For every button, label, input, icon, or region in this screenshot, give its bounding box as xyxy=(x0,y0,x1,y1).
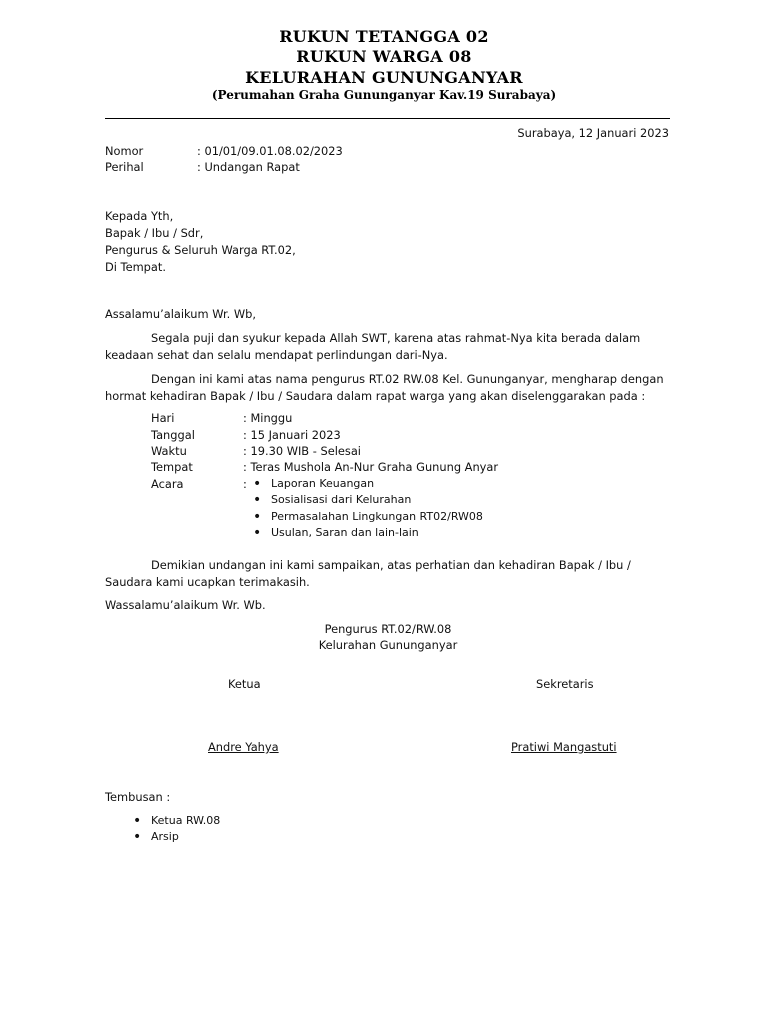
hari-label: Hari xyxy=(151,411,175,425)
perihal-value: : Undangan Rapat xyxy=(197,160,300,174)
para2-line-1: Dengan ini kami atas nama pengurus RT.02 RW.08 Kel. Gununganyar, mengharap dengan xyxy=(151,372,664,386)
tempat-label: Tempat xyxy=(151,460,193,474)
waktu-value: : 19.30 WIB - Selesai xyxy=(243,444,361,458)
closing-line-1: Demikian undangan ini kami sampaikan, atas perhatian dan kehadiran Bapak / Ibu / xyxy=(151,558,631,572)
sekretaris-role: Sekretaris xyxy=(536,677,594,691)
acara-item: • Permasalahan Lingkungan RT02/RW08 xyxy=(271,509,483,525)
tembusan-label: Tembusan : xyxy=(105,790,171,804)
acara-item: • Laporan Keuangan xyxy=(271,476,374,492)
para1-line-1: Segala puji dan syukur kepada Allah SWT, karena atas rahmat-Nya kita berada dalam xyxy=(151,331,641,345)
greeting: Assalamu’alaikum Wr. Wb, xyxy=(105,307,256,321)
recipient-line-4: Di Tempat. xyxy=(105,260,166,274)
letterhead-rt: RUKUN TETANGGA 02 xyxy=(279,27,489,46)
farewell: Wassalamu’alaikum Wr. Wb. xyxy=(105,598,266,612)
closing-line-2: Saudara kami ucapkan terimakasih. xyxy=(105,575,310,589)
recipient-line-2: Bapak / Ibu / Sdr, xyxy=(105,226,204,240)
acara-item: • Sosialisasi dari Kelurahan xyxy=(271,492,411,508)
hari-value: : Minggu xyxy=(243,411,293,425)
ketua-role: Ketua xyxy=(228,677,261,691)
acara-colon: : xyxy=(243,477,247,491)
acara-item: • Usulan, Saran dan lain-lain xyxy=(271,525,419,541)
letterhead-kelurahan: KELURAHAN GUNUNGANYAR xyxy=(245,68,523,87)
signatory-org-1: Pengurus RT.02/RW.08 xyxy=(324,622,452,636)
para2-line-2: hormat kehadiran Bapak / Ibu / Saudara dalam rapat warga yang akan diselenggarakan pada : xyxy=(105,389,646,403)
tembusan-item: • Arsip xyxy=(151,829,179,845)
header-divider xyxy=(105,118,670,119)
place-date: Surabaya, 12 Januari 2023 xyxy=(517,126,669,140)
nomor-label: Nomor xyxy=(105,144,144,158)
signatory-org-2: Kelurahan Gununganyar xyxy=(318,638,458,652)
tanggal-label: Tanggal xyxy=(151,428,195,442)
tempat-value: : Teras Mushola An-Nur Graha Gunung Anyar xyxy=(243,460,499,474)
recipient-line-1: Kepada Yth, xyxy=(105,209,174,223)
waktu-label: Waktu xyxy=(151,444,187,458)
letterhead-address: (Perumahan Graha Gununganyar Kav.19 Surabaya) xyxy=(211,88,557,102)
tanggal-value: : 15 Januari 2023 xyxy=(243,428,341,442)
letterhead-rw: RUKUN WARGA 08 xyxy=(296,47,472,66)
recipient-line-3: Pengurus & Seluruh Warga RT.02, xyxy=(105,243,296,257)
acara-label: Acara xyxy=(151,477,184,491)
para1-line-2: keadaan sehat dan selalu mendapat perlindungan dari-Nya. xyxy=(105,348,448,362)
nomor-value: : 01/01/09.01.08.02/2023 xyxy=(197,144,343,158)
tembusan-item: • Ketua RW.08 xyxy=(151,813,220,829)
ketua-name: Andre Yahya xyxy=(208,740,279,754)
sekretaris-name: Pratiwi Mangastuti xyxy=(511,740,617,754)
perihal-label: Perihal xyxy=(105,160,144,174)
